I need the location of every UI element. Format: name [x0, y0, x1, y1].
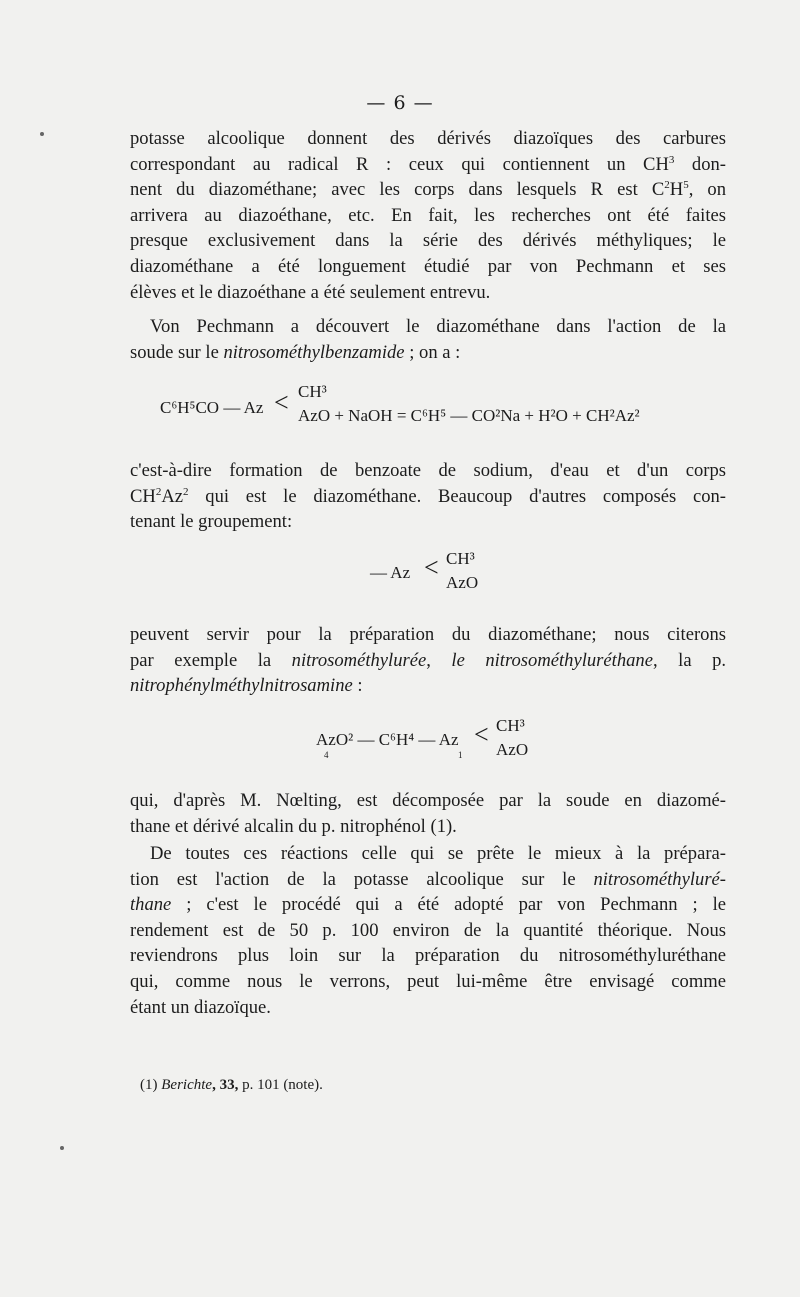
text-line: par exemple la nitrosométhylurée, le nitrosométhyluréthane, la p. [130, 649, 727, 671]
speck [40, 132, 44, 136]
text-line: soude sur le nitrosométhylbenzamide ; on a : [130, 341, 461, 363]
text-line: correspondant au radical R : ceux qui contiennent un $CH^3$ don- [130, 153, 726, 175]
text-line: presque exclusivement dans la série des dérivés méthyliques; le [130, 230, 726, 252]
text-line: c'est-à-dire formation de benzoate de sodium, d'eau et d'un corps [130, 460, 726, 481]
paragraph-6 [130, 841, 726, 1020]
page-number: — 6 — [366, 92, 434, 114]
text-line: De toutes ces réactions celle qui se prête le mieux à la prépara- [150, 843, 726, 864]
paragraph-3 [130, 458, 726, 535]
formula-benzamide-reaction: C⁶H⁵CO — Az < CH³ AzO + NaOH = C⁶H⁵ — CO²Na + H²O + CH²Az² [160, 382, 640, 425]
footnote: (1) Berichte, 33, p. 101 (note). [140, 1077, 323, 1093]
text-line: tenant le groupement: [130, 511, 293, 533]
text-line: qui, comme nous le verrons, peut lui-même être envisagé comme [130, 970, 726, 992]
text-line: Von Pechmann a découvert le diazométhane dans l'action de la [150, 316, 726, 337]
text-line: qui, d'après M. Nœlting, est décomposée par la soude en diazomé- [130, 790, 726, 811]
text-line: peuvent servir pour la préparation du diazométhane; nous citerons [130, 624, 726, 645]
text-line: rendement est de 50 p. 100 environ de la quantité théorique. Nous [130, 919, 726, 941]
paragraph-2 [130, 314, 726, 365]
text-line: élèves et le diazoéthane a été seulement entrevu. [130, 281, 491, 303]
paragraph-5 [130, 788, 726, 839]
text-line: nitrophénylméthylnitrosamine : [130, 675, 363, 697]
text-line: thane et dérivé alcalin du p. nitrophénol (1). [130, 815, 457, 837]
text-line: thane ; c'est le procédé qui a été adopté par von Pechmann ; le [130, 894, 726, 916]
speck [60, 1146, 64, 1150]
text-line: étant un diazoïque. [130, 996, 271, 1018]
formula-group: — Az < CH³ AzO [370, 549, 479, 592]
paragraph-4 [130, 622, 726, 699]
formula-nitrosamine: AzO² — C⁶H⁴ — Az 4 1 < CH³ AzO [316, 716, 529, 760]
text-line: tion est l'action de la potasse alcoolique sur le nitrosométhyluré- [130, 868, 726, 890]
text-line: $CH^2Az^2$ qui est le diazométhane. Beaucoup d'autres composés con- [130, 485, 726, 507]
text-line: nent du diazométhane; avec les corps dans lesquels R est $C^2H^5$, on [130, 179, 727, 201]
text-line: arrivera au diazoéthane, etc. En fait, les recherches ont été faites [130, 204, 726, 226]
paragraph-1 [130, 126, 726, 305]
text-line: potasse alcoolique donnent des dérivés diazoïques des carbures [130, 128, 726, 149]
text-line: reviendrons plus loin sur la préparation du nitrosométhyluréthane [130, 945, 726, 967]
text-line: diazométhane a été longuement étudié par von Pechmann et ses [130, 255, 726, 277]
